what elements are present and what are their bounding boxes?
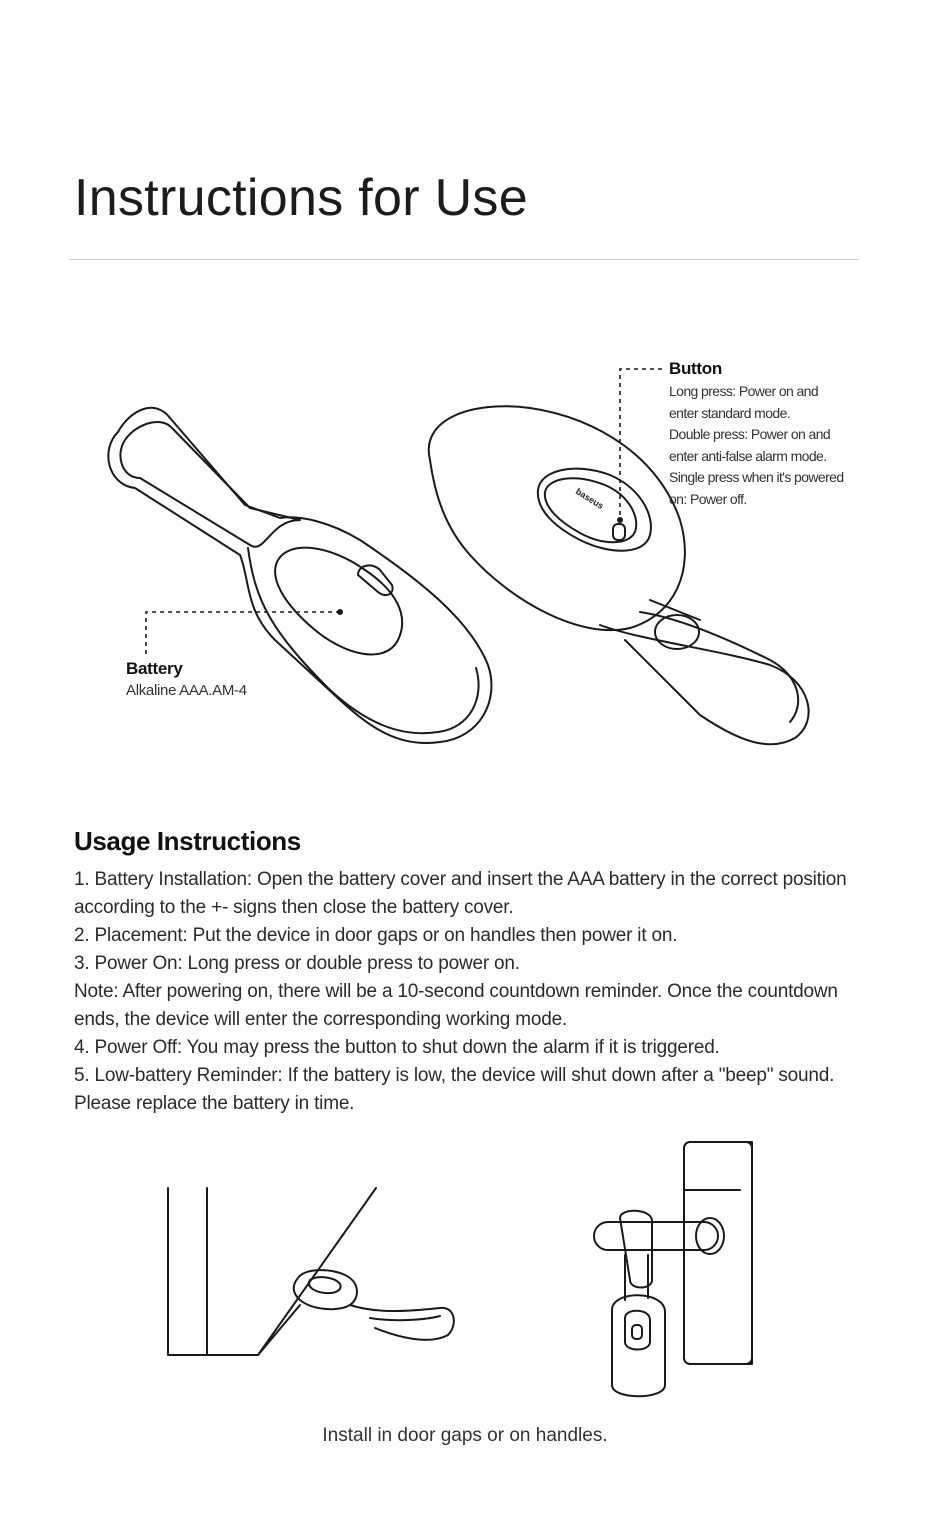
battery-label: Battery — [126, 659, 183, 678]
door-plate-side — [740, 1142, 752, 1364]
battery-description: Alkaline AAA.AM-4 — [126, 682, 247, 699]
door-handle — [594, 1222, 718, 1250]
button-desc-line: enter anti-false alarm mode. — [669, 447, 827, 464]
gap-strap — [350, 1305, 454, 1340]
usage-instructions — [74, 866, 864, 1118]
usage-line: 5. Low-battery Reminder: If the battery is low, the device will shut down after a "beep" sound. Please replace the battery in time. — [74, 1065, 835, 1114]
door-plate — [684, 1142, 752, 1364]
gap-device-button — [309, 1277, 341, 1293]
handle-button-dot — [632, 1325, 642, 1339]
gap-strap-inner — [370, 1316, 440, 1320]
handle-strap-loop — [625, 1255, 648, 1300]
right-strap-base — [650, 600, 700, 620]
button-desc-line: on: Power off. — [669, 490, 747, 507]
door-gap-line — [258, 1305, 300, 1355]
left-strap-edge — [248, 548, 479, 733]
battery-cover — [275, 548, 402, 655]
button-dot — [613, 524, 625, 540]
usage-line: Note: After powering on, there will be a 10-second countdown reminder. Once the countdown ends, the device will enter the corresponding working mode. — [74, 981, 838, 1030]
battery-leader-dot — [337, 609, 343, 615]
button-desc-line: enter standard mode. — [669, 404, 791, 421]
usage-line: 1. Battery Installation: Open the battery cover and insert the AAA battery in the correct position according to the +- signs then close the battery cover. — [74, 869, 847, 918]
page-title: Instructions for Use — [74, 169, 528, 227]
button-label: Button — [669, 359, 722, 378]
button-desc-line: Single press when it's powered — [669, 469, 844, 485]
right-device-body — [429, 406, 685, 630]
button-leader-dot — [617, 517, 623, 523]
door-frame — [168, 1188, 258, 1355]
button-desc-line: Double press: Power on and — [669, 426, 831, 442]
button-leader — [620, 369, 662, 520]
door-diagonal — [258, 1188, 376, 1355]
usage-line: 4. Power Off: You may press the button to shut down the alarm if it is triggered. — [74, 1037, 720, 1058]
usage-line: 3. Power On: Long press or double press to power on. — [74, 953, 520, 974]
button-desc-line: Long press: Power on and — [669, 383, 819, 399]
right-strap — [600, 625, 809, 744]
button-description — [669, 381, 844, 510]
right-button-panel — [545, 478, 636, 542]
device-brand: baseus — [573, 486, 606, 512]
usage-line: 2. Placement: Put the device in door gaps or on handles then power it on. — [74, 925, 678, 946]
install-caption: Install in door gaps or on handles. — [322, 1425, 608, 1446]
battery-leader — [146, 612, 340, 656]
install-illustrations — [0, 1130, 930, 1420]
handle-device-button — [625, 1311, 650, 1350]
usage-heading: Usage Instructions — [74, 826, 301, 856]
left-strap-inner — [120, 422, 300, 547]
